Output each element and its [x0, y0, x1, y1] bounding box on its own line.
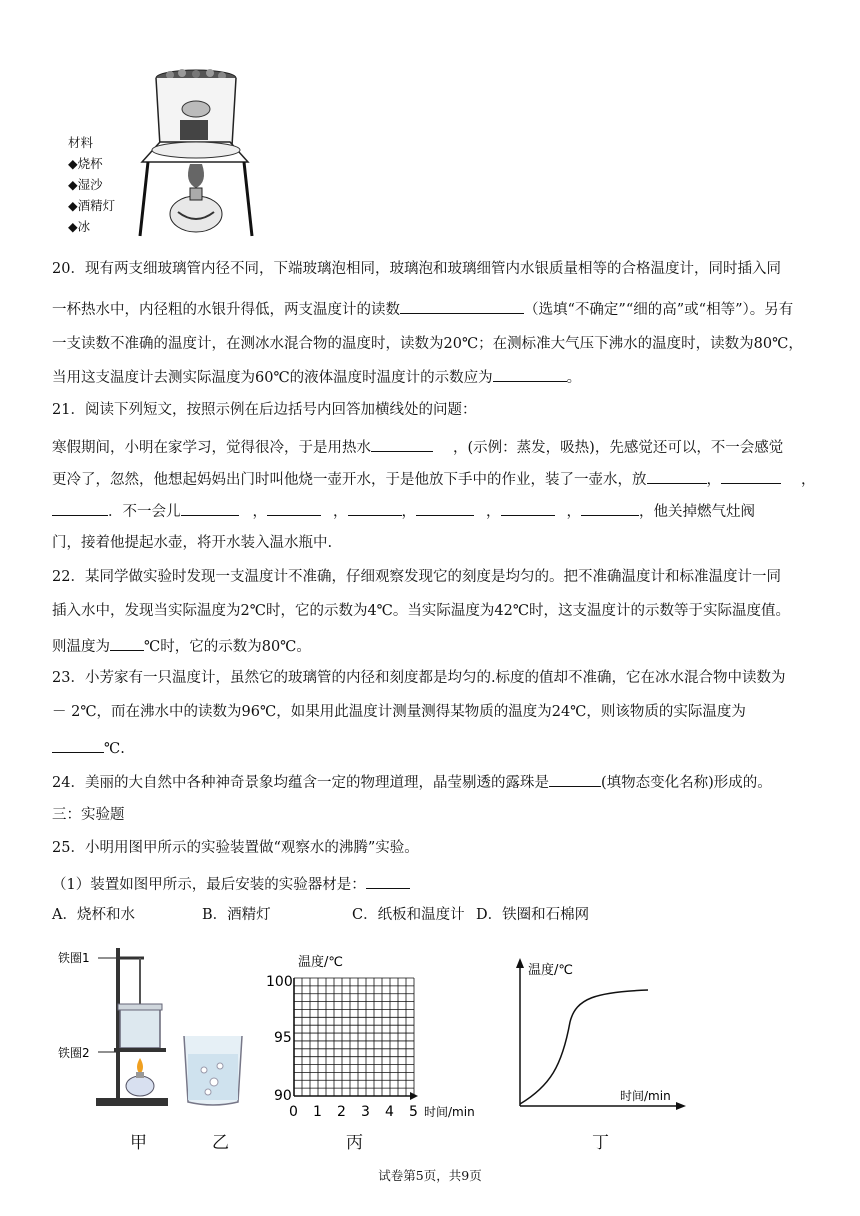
- answer-blank[interactable]: [647, 467, 707, 484]
- q21-line4: [52, 499, 755, 522]
- answer-blank[interactable]: [501, 499, 555, 516]
- q23-text: ℃.: [104, 741, 125, 757]
- answer-blank[interactable]: [52, 499, 108, 516]
- answer-blank[interactable]: [181, 499, 239, 516]
- ring2-label: 铁圈2: [58, 1046, 90, 1060]
- q20-text: 当用这支温度计去测实际温度为60℃的液体温度时温度计的示数应为: [52, 370, 493, 386]
- answer-blank[interactable]: [348, 499, 402, 516]
- q22-line2: 插入水中，发现当实际温度为2℃时，它的示数为4℃。当实际温度为42℃时，这支温度计的示数等于实际温度值。: [52, 603, 791, 619]
- q25-text: （1）装置如图甲所示，最后安装的实验器材是：: [52, 877, 366, 893]
- q21-line2: [52, 435, 783, 458]
- figure-ding-curve: [510, 958, 700, 1110]
- option-b[interactable]: B．酒精灯: [202, 907, 271, 923]
- q21-text: 寒假期间，小明在家学习，觉得很冷，于是用热水: [52, 440, 371, 456]
- q21-text: ，: [333, 504, 348, 520]
- q21-text: ，(示例：蒸发，吸热)，先感觉还可以，不一会感觉: [453, 440, 784, 456]
- caption-jia: 甲: [130, 1133, 147, 1153]
- answer-blank[interactable]: [52, 736, 104, 753]
- figure-yi-beaker: [180, 1032, 246, 1108]
- q20-line4: [52, 365, 581, 388]
- answer-blank[interactable]: [549, 770, 601, 787]
- q21-text: ，他关掉燃气灶阀: [639, 504, 755, 520]
- q20-line2: [52, 297, 793, 320]
- caption-yi: 乙: [212, 1133, 229, 1153]
- answer-blank[interactable]: [371, 435, 433, 452]
- bing-ytick: 90: [274, 1088, 292, 1104]
- answer-blank[interactable]: [416, 499, 474, 516]
- answer-blank[interactable]: [267, 499, 321, 516]
- bing-xtick: 1: [313, 1104, 322, 1120]
- answer-blank[interactable]: [400, 297, 524, 314]
- ding-xlabel: 时间/min: [620, 1089, 671, 1103]
- materials-list: [68, 132, 115, 237]
- q20-text: （选填“不确定”“细的高”或“相等”）。另有: [524, 302, 794, 318]
- figure-bing-grid: [262, 950, 492, 1120]
- q22-text: ℃时，它的示数为80℃。: [144, 639, 311, 655]
- q24-line1: [52, 770, 772, 793]
- q25-options: [52, 905, 589, 925]
- q20-line1: 20．现有两支细玻璃管内径不同，下端玻璃泡相同，玻璃泡和玻璃细管内水银质量相等的合格温度计，同时插入同: [52, 261, 781, 277]
- q21-text: ，: [801, 472, 816, 488]
- q21-text: ．不一会儿: [108, 504, 181, 520]
- ring1-label: 铁圈1: [58, 951, 90, 965]
- q25-line1: 25．小明用图甲所示的实验装置做“观察水的沸腾”实验。: [52, 840, 419, 856]
- section-heading: 三：实验题: [52, 807, 125, 823]
- caption-ding: 丁: [592, 1133, 609, 1153]
- q20-line3: 一支读数不准确的温度计，在测冰水混合物的温度时，读数为20℃；在测标准大气压下沸水的温度时，读数为80℃，: [52, 336, 803, 352]
- q25-line2: [52, 872, 410, 895]
- materials-title: 材料: [68, 135, 94, 150]
- q22-line3: [52, 634, 311, 657]
- material-item: ◆酒精灯: [68, 198, 116, 213]
- q20-text: 。: [566, 370, 582, 386]
- q23-line3: [52, 736, 125, 759]
- q20-text: 一杯热水中，内径粗的水银升得低，两支温度计的读数: [52, 302, 400, 318]
- q22-text: 则温度为: [52, 639, 110, 655]
- answer-blank[interactable]: [721, 467, 781, 484]
- bing-ylabel: 温度/℃: [298, 955, 343, 970]
- option-d[interactable]: D．铁圈和石棉网: [476, 907, 590, 923]
- material-item: ◆烧杯: [68, 156, 103, 171]
- bing-xtick: 4: [385, 1104, 394, 1120]
- caption-bing: 丙: [346, 1133, 363, 1153]
- q24-text: 24．美丽的大自然中各种神奇景象均蕴含一定的物理道理，晶莹剔透的露珠是: [52, 775, 549, 791]
- figure-jia-apparatus: [56, 944, 168, 1114]
- bing-xtick: 3: [361, 1104, 370, 1120]
- ding-ylabel: 温度/℃: [528, 963, 573, 978]
- option-c[interactable]: C．纸板和温度计: [352, 907, 465, 923]
- q22-line1: 22．某同学做实验时发现一支温度计不准确，仔细观察发现它的刻度是均匀的。把不准确温度计和标准温度计一同: [52, 569, 781, 585]
- bing-ytick: 95: [274, 1030, 292, 1046]
- option-a[interactable]: A．烧杯和水: [52, 907, 135, 923]
- q24-text: (填物态变化名称)形成的。: [600, 775, 772, 791]
- bing-xlabel: 时间/min: [424, 1105, 475, 1119]
- beaker-ice-apparatus: [138, 64, 256, 240]
- bing-xtick: 0: [289, 1104, 298, 1120]
- q21-line1: 21．阅读下列短文，按照示例在后边括号内回答加横线处的问题：: [52, 402, 477, 418]
- material-item: ◆冰: [68, 219, 91, 234]
- q21-text: ，: [486, 504, 501, 520]
- grid-lines: [294, 978, 418, 1100]
- material-item: ◆湿沙: [68, 177, 103, 192]
- q21-text: ，: [252, 504, 267, 520]
- answer-blank[interactable]: [493, 365, 567, 382]
- page-footer: 试卷第5页，共9页: [378, 1168, 482, 1183]
- q21-text: ，: [401, 504, 416, 520]
- bing-xtick: 5: [409, 1104, 418, 1120]
- q23-line1: 23．小芳家有一只温度计，虽然它的玻璃管的内径和刻度都是均匀的.标度的值却不准确，它在冰水混合物中读数为: [52, 670, 786, 686]
- bing-xtick: 2: [337, 1104, 346, 1120]
- q21-line3: [52, 467, 816, 490]
- answer-blank[interactable]: [110, 634, 144, 651]
- q21-text: ，: [706, 472, 721, 488]
- bing-ytick: 100: [266, 974, 293, 990]
- q23-line2: － 2℃，而在沸水中的读数为96℃，如果用此温度计测量测得某物质的温度为24℃，则该物质的实际温度为: [52, 704, 746, 720]
- answer-blank[interactable]: [366, 872, 410, 889]
- q21-text: ，: [566, 504, 581, 520]
- q21-line5: 门，接着他提起水壶，将开水装入温水瓶中.: [52, 535, 333, 551]
- answer-blank[interactable]: [581, 499, 639, 516]
- q21-text: 更冷了，忽然，他想起妈妈出门时叫他烧一壶开水，于是他放下手中的作业，装了一壶水，放: [52, 472, 647, 488]
